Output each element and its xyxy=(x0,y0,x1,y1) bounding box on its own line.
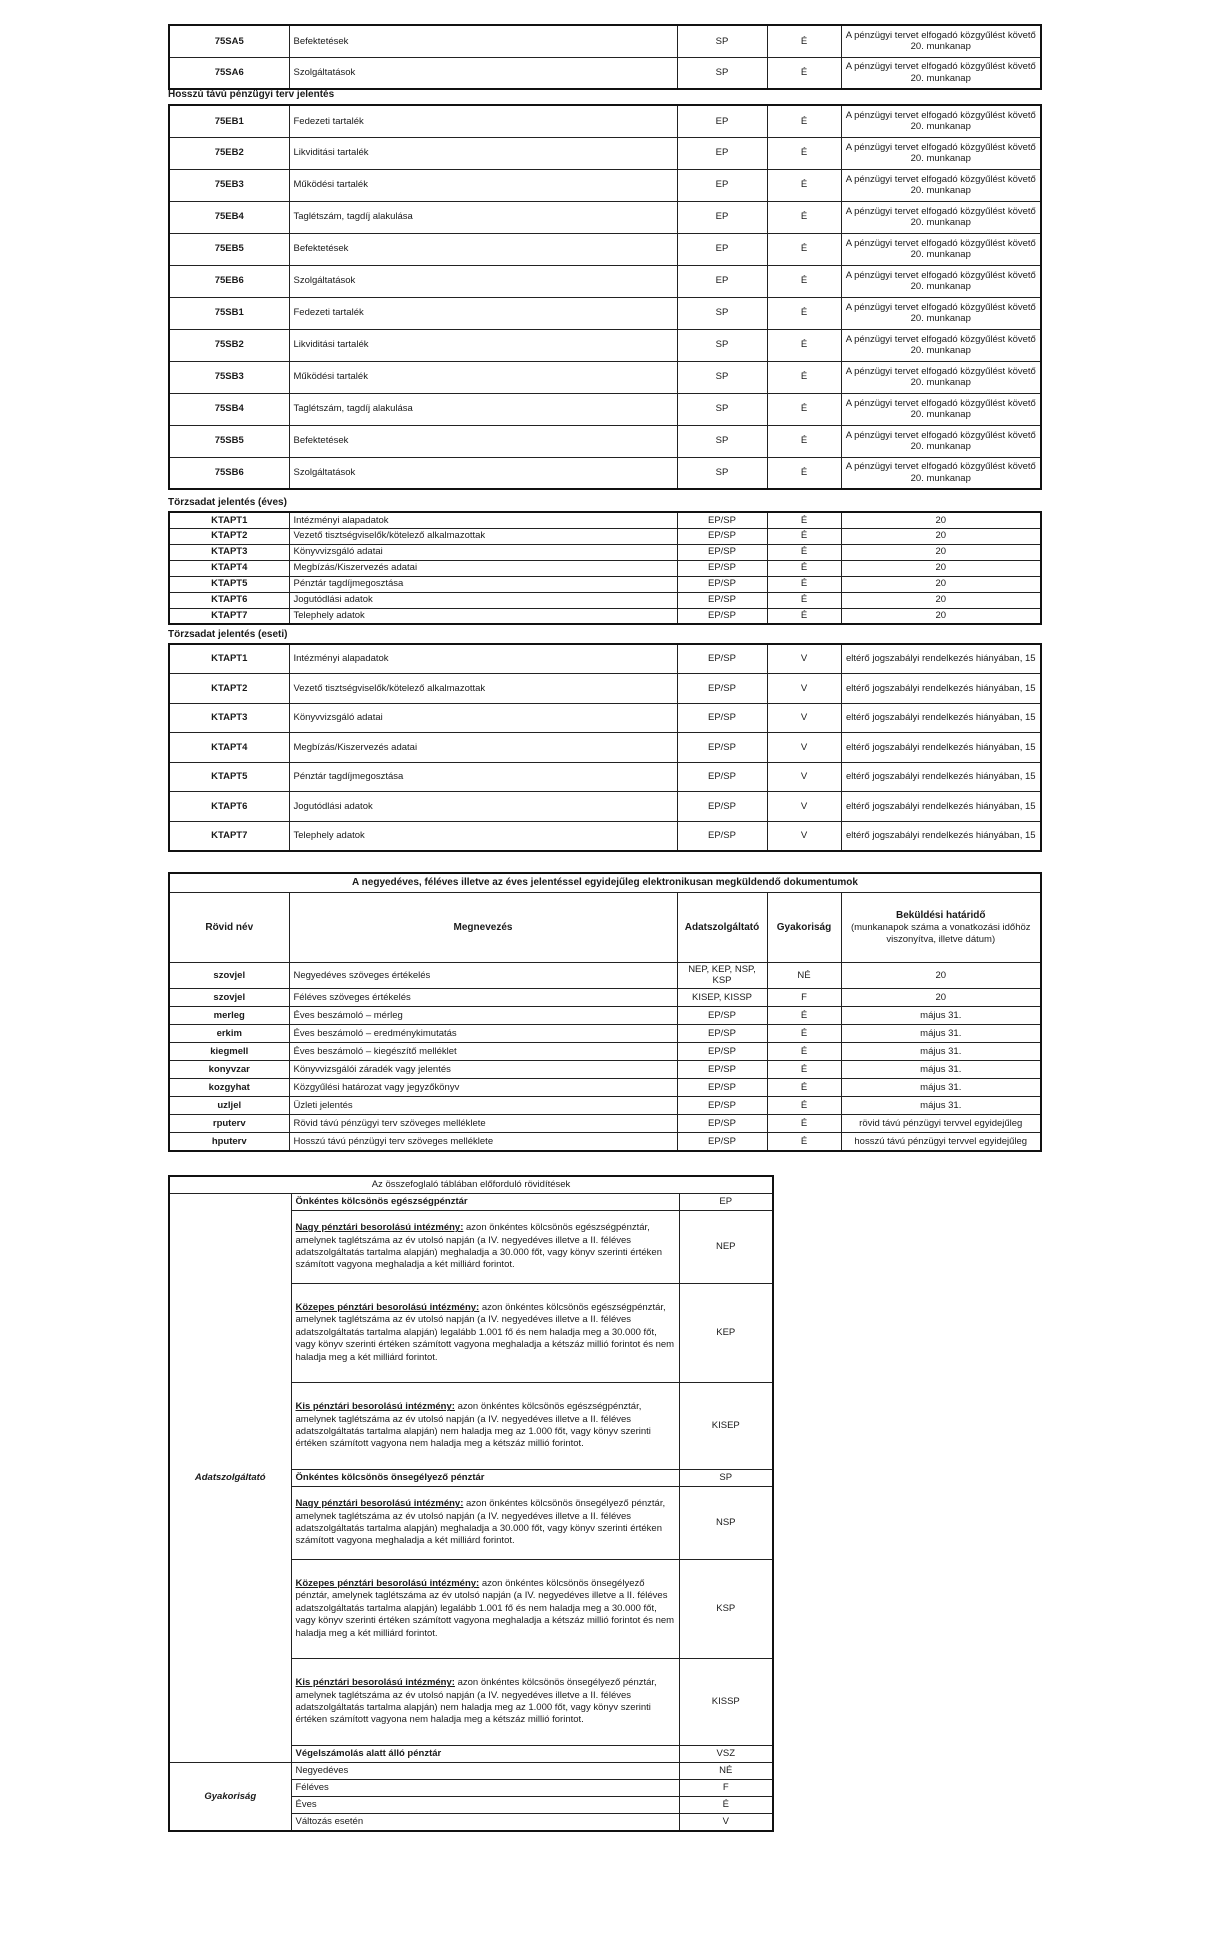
report-name: Megbízás/Kiszervezés adatai xyxy=(289,560,677,576)
provider: EP/SP xyxy=(677,674,767,704)
table-row xyxy=(169,393,1041,425)
report-name: Likviditási tartalék xyxy=(289,137,677,169)
table-row xyxy=(169,528,1041,544)
deadline: május 31. xyxy=(841,1006,1041,1024)
freq-code: F xyxy=(679,1780,773,1797)
report-code: 75SA6 xyxy=(169,57,289,89)
table-row xyxy=(169,512,1041,528)
table-row xyxy=(169,674,1041,704)
table-row xyxy=(169,988,1041,1006)
kep-code: KEP xyxy=(679,1284,773,1383)
table-master-annual xyxy=(168,511,1042,625)
report-name: Vezető tisztségviselők/kötelező alkalmazottak xyxy=(289,528,677,544)
report-code: KTAPT4 xyxy=(169,733,289,763)
section-title-master-adhoc: Törzsadat jelentés (eseti) xyxy=(168,629,288,640)
report-name: Fedezeti tartalék xyxy=(289,297,677,329)
provider: EP xyxy=(677,105,767,137)
report-code: 75EB2 xyxy=(169,137,289,169)
frequency: É xyxy=(767,592,841,608)
report-name: Szolgáltatások xyxy=(289,265,677,297)
kisep-code: KISEP xyxy=(679,1383,773,1470)
report-name: Pénztár tagdíjmegosztása xyxy=(289,762,677,792)
frequency: É xyxy=(767,233,841,265)
provider: EP/SP xyxy=(677,1078,767,1096)
frequency: É xyxy=(767,361,841,393)
deadline: A pénzügyi tervet elfogadó közgyűlést követő 20. munkanap xyxy=(841,393,1041,425)
vsz-code: VSZ xyxy=(679,1746,773,1763)
frequency: É xyxy=(767,393,841,425)
provider: EP/SP xyxy=(677,592,767,608)
frequency: V xyxy=(767,762,841,792)
col-provider: Adatszolgáltató xyxy=(677,893,767,963)
table-long-term-plan xyxy=(168,104,1042,490)
provider: EP/SP xyxy=(677,1006,767,1024)
report-name: Telephely adatok xyxy=(289,608,677,624)
report-code: KTAPT6 xyxy=(169,592,289,608)
nsp-code: NSP xyxy=(679,1487,773,1560)
table-row xyxy=(169,821,1041,851)
report-code: 75EB6 xyxy=(169,265,289,297)
report-name: Taglétszám, tagdíj alakulása xyxy=(289,201,677,233)
report-code: 75SB3 xyxy=(169,361,289,393)
provider: EP xyxy=(677,233,767,265)
table-row xyxy=(169,1042,1041,1060)
provider: EP/SP xyxy=(677,544,767,560)
frequency: É xyxy=(767,1006,841,1024)
provider: SP xyxy=(677,297,767,329)
table-row xyxy=(169,329,1041,361)
provider: EP xyxy=(677,137,767,169)
kep-definition xyxy=(291,1284,679,1383)
report-code: szovjel xyxy=(169,963,289,989)
col-frequency: Gyakoriság xyxy=(767,893,841,963)
frequency: É xyxy=(767,1024,841,1042)
col-deadline xyxy=(841,893,1041,963)
frequency: NÉ xyxy=(767,963,841,989)
frequency: É xyxy=(767,528,841,544)
table-row xyxy=(169,105,1041,137)
report-code: KTAPT7 xyxy=(169,608,289,624)
report-name: Intézményi alapadatok xyxy=(289,512,677,528)
table-master-adhoc xyxy=(168,643,1042,852)
provider: EP/SP xyxy=(677,1060,767,1078)
deadline: eltérő jogszabályi rendelkezés hiányában, 15 xyxy=(841,733,1041,763)
provider: EP/SP xyxy=(677,1042,767,1060)
deadline: hosszú távú pénzügyi tervvel egyidejűleg xyxy=(841,1132,1041,1151)
kisep-text: azon önkéntes kölcsönös egészségpénztár, amelynek taglétszáma az év utolsó napján (a IV. negyedéves illetve a II. féléves adatszolgáltatás tartalma alapján) nem haladja meg az 1.000 főt, vagy könyv szerinti értéken számított vagyona nem haladja meg a kétszáz millió forintot. xyxy=(295,1401,651,1450)
nep-text: azon önkéntes kölcsönös egészségpénztár, amelynek taglétszáma az év utolsó napján (a IV. negyedéves illetve a II. féléves adatszolgáltatás tartalma alapján) meghaladja a 30.000 főt, vagy könyv szerinti értéken számított vagyona meghaladja a két milliárd forintot. xyxy=(295,1222,662,1271)
abbreviations-title: Az összefoglaló táblában előforduló rövidítések xyxy=(169,1176,773,1194)
deadline: 20 xyxy=(841,592,1041,608)
section-title-long-term: Hosszú távú pénzügyi terv jelentés xyxy=(168,89,335,100)
report-name: Működési tartalék xyxy=(289,169,677,201)
frequency: É xyxy=(767,425,841,457)
table-row xyxy=(169,201,1041,233)
frequency: É xyxy=(767,1114,841,1132)
deadline: 20 xyxy=(841,528,1041,544)
provider: KISEP, KISSP xyxy=(677,988,767,1006)
report-name: Hosszú távú pénzügyi terv szöveges melléklete xyxy=(289,1132,677,1151)
frequency: É xyxy=(767,201,841,233)
deadline: eltérő jogszabályi rendelkezés hiányában, 15 xyxy=(841,644,1041,674)
table-row xyxy=(169,792,1041,822)
report-name: Negyedéves szöveges értékelés xyxy=(289,963,677,989)
deadline: május 31. xyxy=(841,1060,1041,1078)
table-row xyxy=(169,608,1041,624)
deadline: 20 xyxy=(841,544,1041,560)
report-name: Vezető tisztségviselők/kötelező alkalmazottak xyxy=(289,674,677,704)
report-code: 75EB3 xyxy=(169,169,289,201)
provider: SP xyxy=(677,425,767,457)
deadline: eltérő jogszabályi rendelkezés hiányában, 15 xyxy=(841,821,1041,851)
report-name: Éves beszámoló – eredménykimutatás xyxy=(289,1024,677,1042)
ep-heading: Önkéntes kölcsönös egészségpénztár xyxy=(291,1194,679,1211)
frequency: V xyxy=(767,792,841,822)
frequency: É xyxy=(767,265,841,297)
frequency: É xyxy=(767,1096,841,1114)
frequency: É xyxy=(767,457,841,489)
provider: EP/SP xyxy=(677,733,767,763)
report-code: KTAPT2 xyxy=(169,528,289,544)
deadline: A pénzügyi tervet elfogadó közgyűlést követő 20. munkanap xyxy=(841,425,1041,457)
report-code: erkim xyxy=(169,1024,289,1042)
table-row xyxy=(169,457,1041,489)
provider: EP/SP xyxy=(677,821,767,851)
report-code: KTAPT3 xyxy=(169,703,289,733)
frequency: É xyxy=(767,329,841,361)
provider: EP/SP xyxy=(677,576,767,592)
report-name: Működési tartalék xyxy=(289,361,677,393)
report-name: Pénztár tagdíjmegosztása xyxy=(289,576,677,592)
report-code: szovjel xyxy=(169,988,289,1006)
table-row xyxy=(169,25,1041,57)
table-row xyxy=(169,592,1041,608)
kisep-definition xyxy=(291,1383,679,1470)
frequency: É xyxy=(767,105,841,137)
deadline: 20 xyxy=(841,988,1041,1006)
report-name: Likviditási tartalék xyxy=(289,329,677,361)
nep-term: Nagy pénztári besorolású intézmény: xyxy=(295,1222,464,1234)
table-row xyxy=(169,361,1041,393)
report-code: merleg xyxy=(169,1006,289,1024)
table-row xyxy=(169,1006,1041,1024)
ksp-term: Közepes pénztári besorolású intézmény: xyxy=(295,1578,480,1590)
deadline: eltérő jogszabályi rendelkezés hiányában, 15 xyxy=(841,674,1041,704)
deadline: 20 xyxy=(841,608,1041,624)
deadline: A pénzügyi tervet elfogadó közgyűlést követő 20. munkanap xyxy=(841,361,1041,393)
vsz-heading: Végelszámolás alatt álló pénztár xyxy=(291,1746,679,1763)
frequency: F xyxy=(767,988,841,1006)
table-row xyxy=(169,425,1041,457)
report-code: 75SB4 xyxy=(169,393,289,425)
kisep-term: Kis pénztári besorolású intézmény: xyxy=(295,1401,455,1413)
deadline: A pénzügyi tervet elfogadó közgyűlést követő 20. munkanap xyxy=(841,169,1041,201)
report-name: Könyvvizsgáló adatai xyxy=(289,544,677,560)
provider: SP xyxy=(677,361,767,393)
table-row xyxy=(169,560,1041,576)
table-row xyxy=(169,1078,1041,1096)
table-row xyxy=(169,576,1041,592)
deadline: eltérő jogszabályi rendelkezés hiányában, 15 xyxy=(841,762,1041,792)
ksp-definition xyxy=(291,1560,679,1659)
col-short-name: Rövid név xyxy=(169,893,289,963)
frequency: V xyxy=(767,674,841,704)
provider: EP/SP xyxy=(677,528,767,544)
nsp-text: azon önkéntes kölcsönös önsegélyező pénztár, amelynek taglétszáma az év utolsó napján (a IV. negyedéves illetve a II. féléves adatszolgáltatás tartalma alapján) meghaladja a 30.000 főt, vagy könyv szerinti értéken számított vagyona meghaladja a két milliárd forintot. xyxy=(295,1498,666,1547)
col-deadline-note: (munkanapok száma a vonatkozási időhöz viszonyítva, illetve dátum) xyxy=(850,922,1031,945)
category-provider: Adatszolgáltató xyxy=(169,1194,291,1763)
report-name: Éves beszámoló – mérleg xyxy=(289,1006,677,1024)
table-row xyxy=(169,233,1041,265)
deadline: május 31. xyxy=(841,1042,1041,1060)
report-name: Könyvvizsgáló adatai xyxy=(289,703,677,733)
col-name: Megnevezés xyxy=(289,893,677,963)
table-row xyxy=(169,963,1041,989)
frequency: É xyxy=(767,1042,841,1060)
provider: EP/SP xyxy=(677,608,767,624)
provider: EP/SP xyxy=(677,1096,767,1114)
report-code: 75SB1 xyxy=(169,297,289,329)
table-abbreviations xyxy=(168,1175,774,1832)
report-code: 75SB5 xyxy=(169,425,289,457)
provider: EP/SP xyxy=(677,1114,767,1132)
table-documents xyxy=(168,872,1042,1152)
report-code: KTAPT1 xyxy=(169,512,289,528)
provider: EP xyxy=(677,201,767,233)
table-row xyxy=(169,1132,1041,1151)
provider: EP/SP xyxy=(677,1024,767,1042)
col-deadline-label: Beküldési határidő xyxy=(896,910,986,922)
nep-definition xyxy=(291,1211,679,1284)
report-code: hputerv xyxy=(169,1132,289,1151)
report-name: Intézményi alapadatok xyxy=(289,644,677,674)
report-name: Jogutódlási adatok xyxy=(289,792,677,822)
report-name: Befektetések xyxy=(289,25,677,57)
kissp-term: Kis pénztári besorolású intézmény: xyxy=(295,1677,455,1689)
freq-code: NÉ xyxy=(679,1763,773,1780)
sp-code: SP xyxy=(679,1470,773,1487)
report-code: KTAPT3 xyxy=(169,544,289,560)
frequency: É xyxy=(767,576,841,592)
deadline: A pénzügyi tervet elfogadó közgyűlést követő 20. munkanap xyxy=(841,201,1041,233)
frequency: V xyxy=(767,703,841,733)
report-name: Megbízás/Kiszervezés adatai xyxy=(289,733,677,763)
deadline: A pénzügyi tervet elfogadó közgyűlést követő 20. munkanap xyxy=(841,105,1041,137)
report-code: 75EB4 xyxy=(169,201,289,233)
provider: EP/SP xyxy=(677,762,767,792)
deadline: május 31. xyxy=(841,1096,1041,1114)
report-name: Fedezeti tartalék xyxy=(289,105,677,137)
frequency: É xyxy=(767,169,841,201)
report-name: Taglétszám, tagdíj alakulása xyxy=(289,393,677,425)
report-name: Könyvvizsgálói záradék vagy jelentés xyxy=(289,1060,677,1078)
nsp-definition xyxy=(291,1487,679,1560)
frequency: É xyxy=(767,1132,841,1151)
frequency: É xyxy=(767,1078,841,1096)
deadline: 20 xyxy=(841,576,1041,592)
frequency: V xyxy=(767,821,841,851)
table-row xyxy=(169,733,1041,763)
frequency: É xyxy=(767,137,841,169)
deadline: A pénzügyi tervet elfogadó közgyűlést követő 20. munkanap xyxy=(841,25,1041,57)
deadline: A pénzügyi tervet elfogadó közgyűlést követő 20. munkanap xyxy=(841,329,1041,361)
provider: SP xyxy=(677,329,767,361)
provider: SP xyxy=(677,25,767,57)
report-name: Befektetések xyxy=(289,425,677,457)
provider: NEP, KEP, NSP, KSP xyxy=(677,963,767,989)
provider: EP/SP xyxy=(677,512,767,528)
table-row xyxy=(169,544,1041,560)
deadline: rövid távú pénzügyi tervvel egyidejűleg xyxy=(841,1114,1041,1132)
frequency: É xyxy=(767,57,841,89)
deadline: A pénzügyi tervet elfogadó közgyűlést követő 20. munkanap xyxy=(841,265,1041,297)
report-code: uzljel xyxy=(169,1096,289,1114)
report-code: KTAPT6 xyxy=(169,792,289,822)
provider: SP xyxy=(677,393,767,425)
provider: EP/SP xyxy=(677,792,767,822)
table-row xyxy=(169,57,1041,89)
table-row xyxy=(169,703,1041,733)
deadline: eltérő jogszabályi rendelkezés hiányában, 15 xyxy=(841,792,1041,822)
report-code: kiegmell xyxy=(169,1042,289,1060)
frequency: É xyxy=(767,560,841,576)
table-row xyxy=(169,762,1041,792)
provider: EP xyxy=(677,265,767,297)
report-code: KTAPT5 xyxy=(169,762,289,792)
deadline: A pénzügyi tervet elfogadó közgyűlést követő 20. munkanap xyxy=(841,233,1041,265)
provider: EP/SP xyxy=(677,560,767,576)
report-code: KTAPT5 xyxy=(169,576,289,592)
freq-code: É xyxy=(679,1797,773,1814)
frequency: V xyxy=(767,644,841,674)
frequency: É xyxy=(767,512,841,528)
table-row xyxy=(169,137,1041,169)
report-code: 75SB2 xyxy=(169,329,289,361)
report-code: KTAPT4 xyxy=(169,560,289,576)
ep-code: EP xyxy=(679,1194,773,1211)
category-frequency: Gyakoriság xyxy=(169,1763,291,1832)
kissp-text: azon önkéntes kölcsönös önsegélyező pénztár, amelynek taglétszáma az év utolsó napján (a IV. negyedéves illetve a II. féléves adatszolgáltatás tartalma alapján) nem haladja meg az 1.000 főt, vagy könyv szerinti értéken számított vagyona nem haladja meg a kétszáz millió forintot. xyxy=(295,1677,657,1726)
report-name: Befektetések xyxy=(289,233,677,265)
table-row xyxy=(169,265,1041,297)
deadline: A pénzügyi tervet elfogadó közgyűlést követő 20. munkanap xyxy=(841,457,1041,489)
provider: SP xyxy=(677,57,767,89)
provider: EP/SP xyxy=(677,644,767,674)
table-75sa xyxy=(168,24,1042,90)
report-code: 75EB1 xyxy=(169,105,289,137)
provider: EP/SP xyxy=(677,1132,767,1151)
kep-text: azon önkéntes kölcsönös egészségpénztár, amelynek taglétszáma az év utolsó napján (a IV. negyedéves illetve a II. féléves adatszolgáltatás tartalma alapján) legalább 1.001 fő és nem haladja meg a 30.000 főt, vagy könyv szerinti értéken számított vagyona meghaladja a kétszáz millió forintot és nem haladja meg a két milliárd forintot. xyxy=(295,1302,675,1363)
freq-label: Negyedéves xyxy=(291,1763,679,1780)
deadline: május 31. xyxy=(841,1024,1041,1042)
report-code: 75SA5 xyxy=(169,25,289,57)
report-code: 75SB6 xyxy=(169,457,289,489)
deadline: A pénzügyi tervet elfogadó közgyűlést követő 20. munkanap xyxy=(841,57,1041,89)
kissp-code: KISSP xyxy=(679,1659,773,1746)
frequency: É xyxy=(767,608,841,624)
frequency: V xyxy=(767,733,841,763)
report-name: Jogutódlási adatok xyxy=(289,592,677,608)
table-row xyxy=(169,1114,1041,1132)
frequency: É xyxy=(767,544,841,560)
report-name: Közgyűlési határozat vagy jegyzőkönyv xyxy=(289,1078,677,1096)
report-code: KTAPT1 xyxy=(169,644,289,674)
report-code: KTAPT7 xyxy=(169,821,289,851)
report-code: KTAPT2 xyxy=(169,674,289,704)
report-code: 75EB5 xyxy=(169,233,289,265)
freq-label: Éves xyxy=(291,1797,679,1814)
freq-label: Változás esetén xyxy=(291,1814,679,1832)
report-name: Féléves szöveges értékelés xyxy=(289,988,677,1006)
nep-code: NEP xyxy=(679,1211,773,1284)
report-name: Szolgáltatások xyxy=(289,57,677,89)
deadline: 20 xyxy=(841,963,1041,989)
provider: EP/SP xyxy=(677,703,767,733)
provider: SP xyxy=(677,457,767,489)
kep-term: Közepes pénztári besorolású intézmény: xyxy=(295,1302,480,1314)
deadline: május 31. xyxy=(841,1078,1041,1096)
freq-code: V xyxy=(679,1814,773,1832)
section-title-master-annual: Törzsadat jelentés (éves) xyxy=(168,497,287,508)
report-name: Szolgáltatások xyxy=(289,457,677,489)
nsp-term: Nagy pénztári besorolású intézmény: xyxy=(295,1498,464,1510)
report-name: Telephely adatok xyxy=(289,821,677,851)
table-row xyxy=(169,1096,1041,1114)
report-name: Rövid távú pénzügyi terv szöveges melléklete xyxy=(289,1114,677,1132)
report-code: konyvzar xyxy=(169,1060,289,1078)
frequency: É xyxy=(767,25,841,57)
documents-title: A negyedéves, féléves illetve az éves jelentéssel egyidejűleg elektronikusan megküldendő dokumentumok xyxy=(169,873,1041,893)
deadline: A pénzügyi tervet elfogadó közgyűlést követő 20. munkanap xyxy=(841,297,1041,329)
deadline: eltérő jogszabályi rendelkezés hiányában, 15 xyxy=(841,703,1041,733)
ksp-text: azon önkéntes kölcsönös önsegélyező pénztár, amelynek taglétszáma az év utolsó napján (a IV. negyedéves illetve a II. féléves adatszolgáltatás tartalma alapján) legalább 1.001 fő és nem haladja meg a 30.000 főt, vagy könyv szerinti értéken számított vagyona meghaladja a kétszáz millió forintot és nem haladja meg a két milliárd forintot. xyxy=(295,1578,675,1639)
freq-label: Féléves xyxy=(291,1780,679,1797)
provider: EP xyxy=(677,169,767,201)
deadline: 20 xyxy=(841,560,1041,576)
kissp-definition xyxy=(291,1659,679,1746)
table-row xyxy=(169,1060,1041,1078)
report-name: Éves beszámoló – kiegészítő melléklet xyxy=(289,1042,677,1060)
ksp-code: KSP xyxy=(679,1560,773,1659)
table-row xyxy=(169,169,1041,201)
report-code: rputerv xyxy=(169,1114,289,1132)
deadline: 20 xyxy=(841,512,1041,528)
report-name: Üzleti jelentés xyxy=(289,1096,677,1114)
frequency: É xyxy=(767,1060,841,1078)
deadline: A pénzügyi tervet elfogadó közgyűlést követő 20. munkanap xyxy=(841,137,1041,169)
table-row xyxy=(169,1024,1041,1042)
table-row xyxy=(169,297,1041,329)
sp-heading: Önkéntes kölcsönös önsegélyező pénztár xyxy=(291,1470,679,1487)
report-code: kozgyhat xyxy=(169,1078,289,1096)
table-row xyxy=(169,644,1041,674)
frequency: É xyxy=(767,297,841,329)
